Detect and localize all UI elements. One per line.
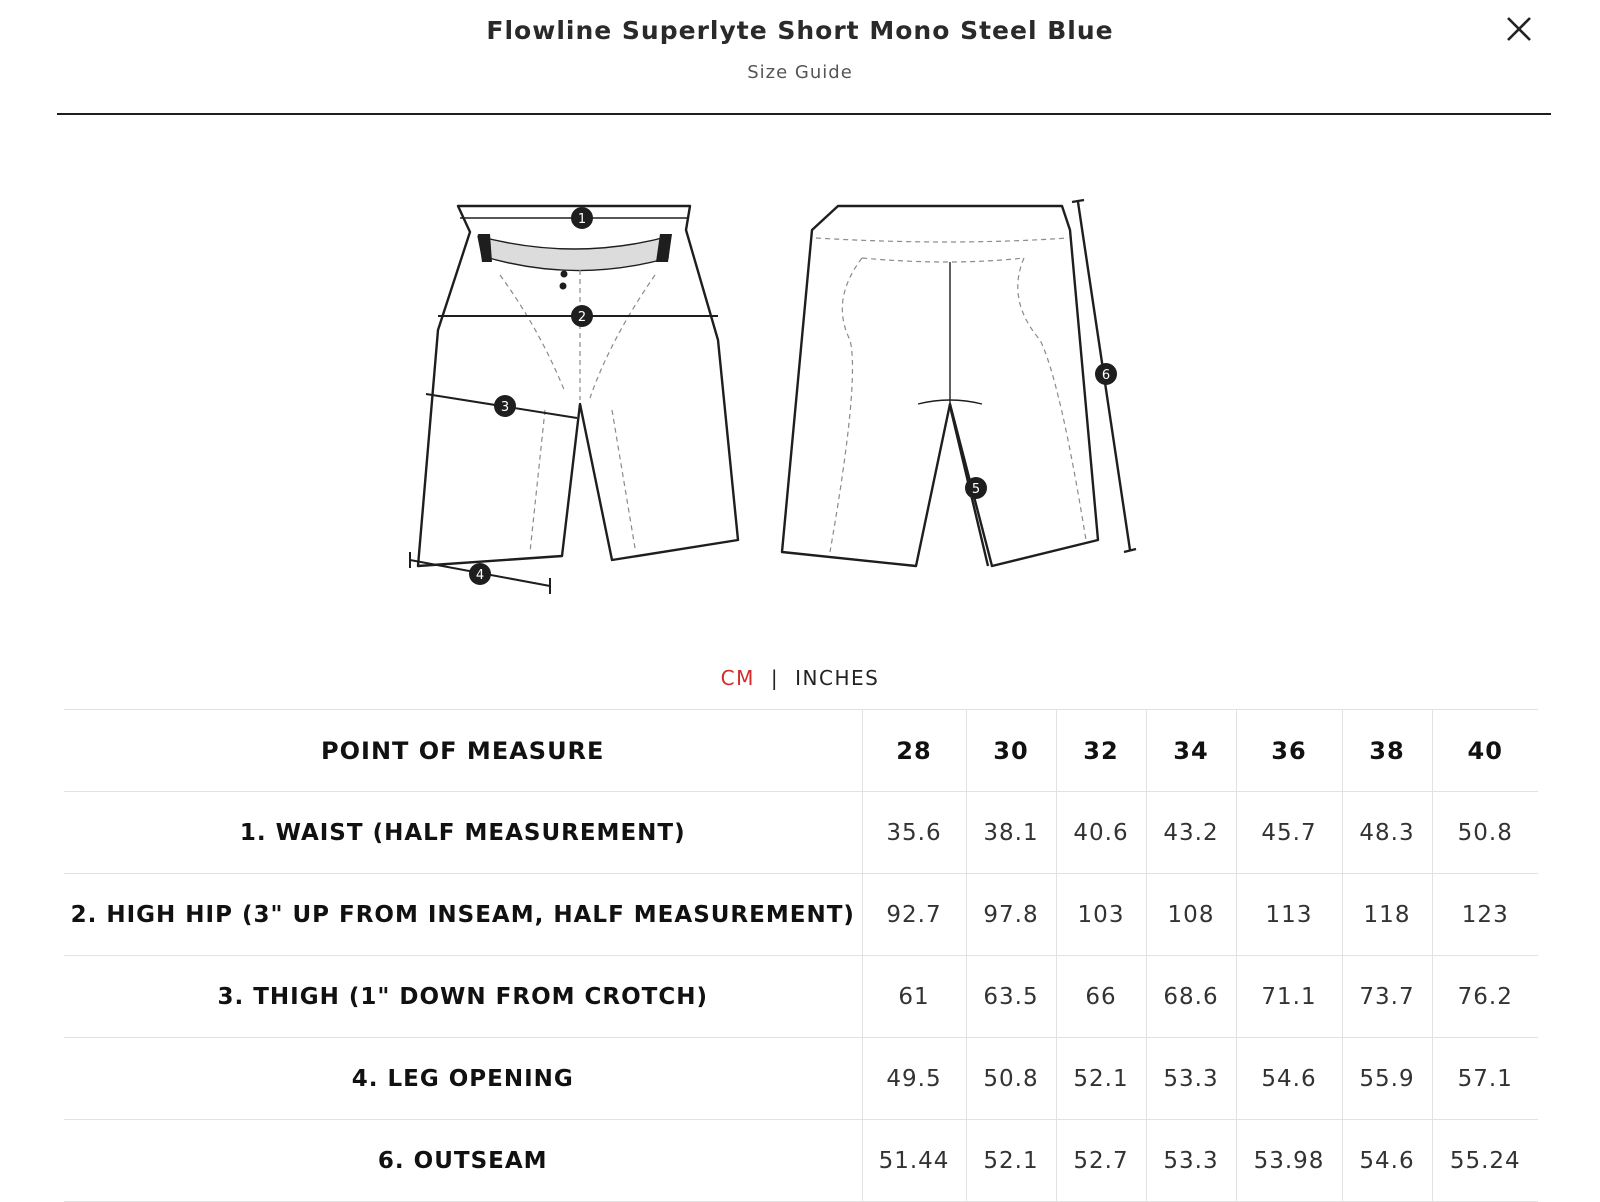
measure-value: 68.6: [1146, 956, 1236, 1038]
measure-label: 2. HIGH HIP (3" UP FROM INSEAM, HALF MEASUREMENT): [64, 874, 862, 956]
close-icon: [1502, 12, 1536, 46]
measure-label: 1. WAIST (HALF MEASUREMENT): [64, 792, 862, 874]
svg-text:1: 1: [577, 212, 587, 227]
size-guide-subtitle: Size Guide: [747, 62, 853, 83]
measure-value: 51.44: [862, 1120, 966, 1202]
measure-value: 52.1: [966, 1120, 1056, 1202]
measure-value: 73.7: [1342, 956, 1432, 1038]
measure-value: 118: [1342, 874, 1432, 956]
svg-text:2: 2: [577, 310, 587, 325]
header-divider: [57, 113, 1551, 115]
measure-value: 55.9: [1342, 1038, 1432, 1120]
shorts-measurement-diagram: [400, 185, 1160, 605]
measure-value: 63.5: [966, 956, 1056, 1038]
column-header-size: 28: [862, 710, 966, 792]
measure-label: 3. THIGH (1" DOWN FROM CROTCH): [64, 956, 862, 1038]
column-header-size: 36: [1236, 710, 1342, 792]
measure-value: 45.7: [1236, 792, 1342, 874]
unit-toggle: [0, 666, 1600, 690]
svg-text:5: 5: [971, 482, 981, 497]
measure-value: 113: [1236, 874, 1342, 956]
measure-value: 61: [862, 956, 966, 1038]
back-shorts-outline: [782, 206, 1098, 566]
table-row: [64, 1120, 1538, 1202]
table-row: [64, 1038, 1538, 1120]
measure-value: 38.1: [966, 792, 1056, 874]
size-chart-table: [64, 709, 1538, 1202]
measure-label: 4. LEG OPENING: [64, 1038, 862, 1120]
column-header-size: 40: [1432, 710, 1538, 792]
unit-inches-option[interactable]: INCHES: [795, 666, 880, 690]
column-header-size: 30: [966, 710, 1056, 792]
table-header-row: [64, 710, 1538, 792]
marker-2: [571, 305, 593, 327]
measure-value: 53.3: [1146, 1038, 1236, 1120]
svg-text:4: 4: [475, 568, 485, 583]
measure-value: 66: [1056, 956, 1146, 1038]
table-row: [64, 874, 1538, 956]
measure-value: 49.5: [862, 1038, 966, 1120]
measure-value: 50.8: [966, 1038, 1056, 1120]
marker-6: [1095, 363, 1117, 385]
measure-value: 57.1: [1432, 1038, 1538, 1120]
measure-value: 103: [1056, 874, 1146, 956]
marker-1: [571, 207, 593, 229]
modal-header: [0, 0, 1600, 118]
measure-label: 6. OUTSEAM: [64, 1120, 862, 1202]
measure-value: 54.6: [1342, 1120, 1432, 1202]
measure-value: 52.1: [1056, 1038, 1146, 1120]
measure-value: 97.8: [966, 874, 1056, 956]
marker-5: [965, 477, 987, 499]
column-header-size: 32: [1056, 710, 1146, 792]
measure-value: 92.7: [862, 874, 966, 956]
svg-text:3: 3: [500, 400, 510, 415]
measure-value: 108: [1146, 874, 1236, 956]
table-row: [64, 792, 1538, 874]
measure-value: 40.6: [1056, 792, 1146, 874]
unit-separator: |: [770, 666, 780, 690]
measure-value: 50.8: [1432, 792, 1538, 874]
measure-value: 48.3: [1342, 792, 1432, 874]
marker-3: [494, 395, 516, 417]
measure-value: 53.3: [1146, 1120, 1236, 1202]
column-header-size: 38: [1342, 710, 1432, 792]
measure-value: 71.1: [1236, 956, 1342, 1038]
column-header-point-of-measure: POINT OF MEASURE: [64, 710, 862, 792]
measure-value: 52.7: [1056, 1120, 1146, 1202]
svg-text:6: 6: [1101, 368, 1111, 383]
measure-value: 55.24: [1432, 1120, 1538, 1202]
close-button[interactable]: [1502, 12, 1536, 46]
measure-value: 123: [1432, 874, 1538, 956]
measure-value: 53.98: [1236, 1120, 1342, 1202]
measure-value: 76.2: [1432, 956, 1538, 1038]
product-title: Flowline Superlyte Short Mono Steel Blue: [486, 16, 1114, 45]
marker-4: [469, 563, 491, 585]
front-shorts-outline: [418, 206, 738, 566]
shorts-diagram-svg: [400, 185, 1160, 605]
column-header-size: 34: [1146, 710, 1236, 792]
unit-cm-option[interactable]: CM: [720, 666, 755, 690]
measure-value: 43.2: [1146, 792, 1236, 874]
table-row: [64, 956, 1538, 1038]
measure-value: 35.6: [862, 792, 966, 874]
measure-value: 54.6: [1236, 1038, 1342, 1120]
